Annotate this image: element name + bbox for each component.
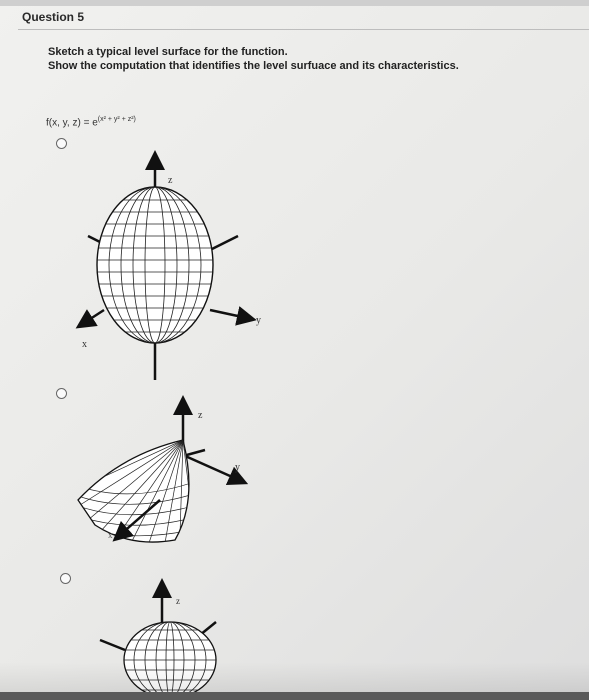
question-prompt-line-1: Sketch a typical level surface for the function.	[48, 46, 288, 58]
option-1-figure[interactable]	[82, 160, 261, 380]
bottom-bar	[0, 692, 589, 700]
question-prompt-line-2: Show the computation that identifies the level surfuace and its characteristics.	[48, 60, 459, 72]
option-3-z-label: z	[176, 596, 180, 606]
option-1-z-label: z	[168, 175, 173, 186]
option-2-figure[interactable]	[75, 405, 240, 546]
function-lhs: f(x, y, z) = e	[46, 117, 98, 129]
option-1-x-label: x	[82, 339, 87, 350]
bottom-shadow	[0, 662, 589, 692]
option-2-x-label: x	[108, 530, 113, 540]
question-title: Question 5	[22, 10, 85, 24]
function-exponent: (x² + y² + z²)	[97, 116, 136, 123]
option-2-z-label: z	[198, 410, 203, 421]
option-2-y-label: y	[235, 462, 240, 473]
option-1-y-label: y	[256, 315, 261, 326]
